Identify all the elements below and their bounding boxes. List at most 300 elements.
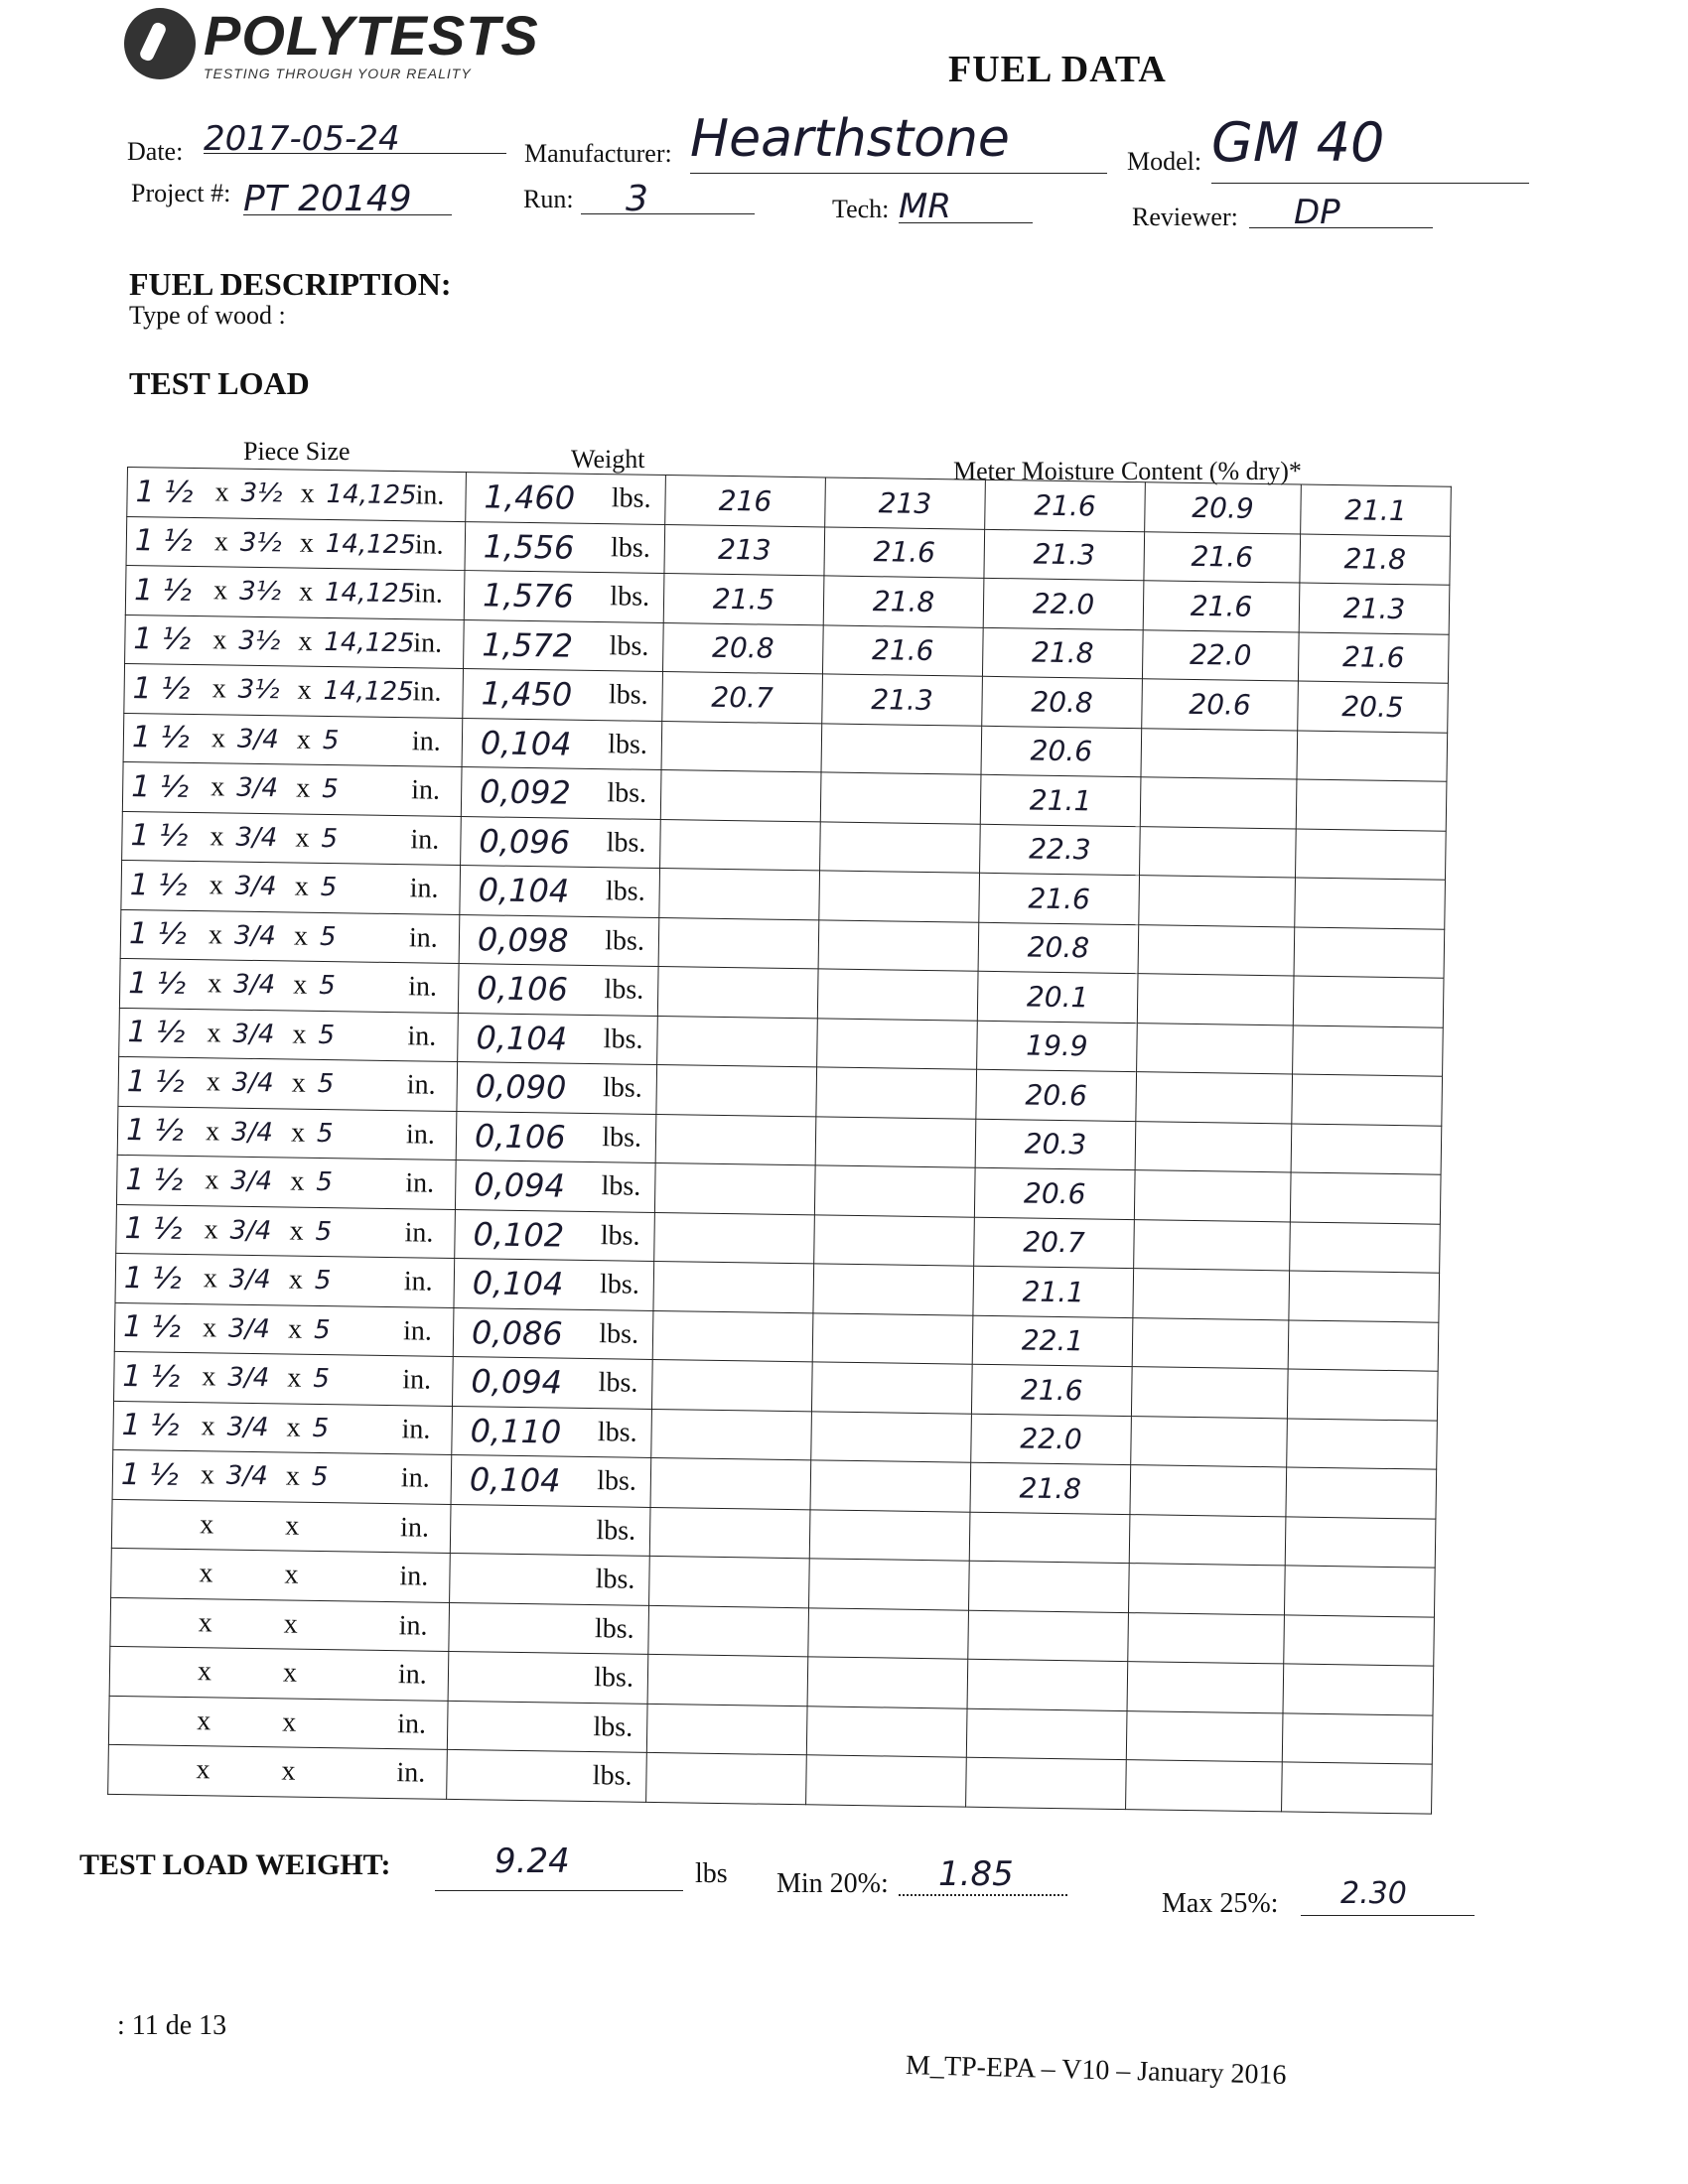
moisture-cell[interactable]	[1126, 1710, 1283, 1762]
moisture-cell[interactable]	[809, 1559, 970, 1610]
moisture-cell[interactable]	[651, 1359, 812, 1411]
moisture-cell[interactable]: 21.3	[984, 529, 1145, 581]
manufacturer-field[interactable]: Hearthstone	[690, 109, 1107, 174]
piece-width: 3/4	[231, 1067, 274, 1099]
piece-size-cell[interactable]	[125, 614, 465, 669]
piece-thickness: 1 ½	[122, 1358, 181, 1395]
lbs-unit: lbs.	[606, 826, 646, 859]
piece-size-cell[interactable]	[122, 761, 462, 816]
piece-thickness: 1 ½	[127, 1015, 186, 1051]
weight-cell[interactable]	[458, 964, 658, 1016]
moisture-cell[interactable]: 20.8	[662, 622, 823, 674]
lbs-unit: lbs.	[611, 482, 651, 515]
moisture-cell[interactable]: 20.6	[974, 1167, 1135, 1219]
weight-cell[interactable]	[466, 473, 666, 524]
piece-width	[222, 1721, 282, 1722]
weight-cell[interactable]	[455, 1160, 655, 1211]
weight-cell[interactable]	[465, 521, 665, 573]
project-label: Project #:	[131, 179, 231, 207]
moisture-cell[interactable]: 213	[664, 524, 825, 576]
piece-width: 3½	[240, 478, 283, 509]
moisture-cell[interactable]	[966, 1757, 1127, 1809]
moisture-cell[interactable]	[1127, 1662, 1284, 1713]
inch-unit: in.	[397, 1707, 427, 1740]
x-separator: x	[210, 771, 225, 803]
moisture-cell[interactable]	[809, 1509, 970, 1561]
piece-size-cell[interactable]	[123, 713, 463, 767]
inch-unit: in.	[399, 1511, 430, 1544]
moisture-cell[interactable]: 21.8	[1300, 534, 1451, 586]
moisture-cell[interactable]	[661, 721, 822, 772]
test-load-weight-field[interactable]: 9.24	[435, 1842, 683, 1891]
x-separator: x	[297, 674, 312, 707]
moisture-cell[interactable]	[1128, 1564, 1285, 1615]
inch-unit: in.	[404, 1216, 434, 1249]
moisture-cell[interactable]	[652, 1310, 813, 1362]
moisture-cell[interactable]	[648, 1605, 809, 1657]
moisture-cell[interactable]	[1126, 1760, 1283, 1812]
weight-cell[interactable]	[447, 1701, 647, 1752]
moisture-cell[interactable]	[1290, 1221, 1441, 1273]
moisture-cell[interactable]: 20.7	[974, 1217, 1135, 1269]
weight-cell[interactable]	[461, 816, 661, 868]
moisture-cell[interactable]	[1136, 1072, 1293, 1124]
piece-size-cell[interactable]	[122, 811, 462, 866]
piece-length: 14,125	[325, 528, 417, 561]
moisture-cell[interactable]: 213	[825, 478, 986, 529]
moisture-cell[interactable]	[1128, 1612, 1285, 1664]
moisture-cell[interactable]	[1140, 777, 1297, 829]
weight-cell[interactable]	[453, 1356, 653, 1408]
x-separator: x	[288, 1264, 304, 1296]
inch-unit: in.	[396, 1757, 426, 1789]
piece-size-cell[interactable]	[119, 1008, 459, 1062]
moisture-cell[interactable]	[811, 1411, 972, 1462]
moisture-cell[interactable]: 20.7	[662, 672, 823, 724]
weight-cell[interactable]	[457, 1062, 657, 1114]
moisture-cell[interactable]	[656, 1064, 817, 1116]
moisture-cell[interactable]	[1140, 826, 1297, 878]
weight-value: 0,104	[472, 1264, 564, 1303]
moisture-cell[interactable]: 21.8	[823, 576, 984, 627]
moisture-cell[interactable]	[1131, 1416, 1288, 1467]
moisture-cell[interactable]	[807, 1657, 968, 1708]
x-separator: x	[282, 1706, 297, 1738]
moisture-cell[interactable]: 20.6	[981, 726, 1142, 777]
x-separator: x	[202, 1361, 216, 1393]
moisture-cell[interactable]	[817, 1018, 978, 1069]
moisture-cell[interactable]: 21.1	[973, 1266, 1134, 1317]
piece-width: 3/4	[226, 1412, 269, 1442]
tech-label: Tech:	[832, 195, 890, 223]
x-separator: x	[295, 822, 310, 854]
weight-cell[interactable]	[455, 1209, 655, 1261]
tech-field[interactable]: MR	[899, 187, 1033, 223]
piece-width: 3½	[237, 674, 280, 706]
piece-thickness: 1 ½	[124, 1211, 183, 1248]
x-separator: x	[290, 1165, 305, 1197]
piece-width: 3/4	[229, 1215, 272, 1246]
lbs-unit: lbs.	[605, 924, 645, 957]
weight-value: 0,096	[479, 822, 571, 862]
piece-size-cell[interactable]	[113, 1401, 453, 1455]
moisture-cell[interactable]: 20.9	[1145, 482, 1302, 534]
moisture-cell[interactable]: 21.8	[982, 627, 1143, 679]
moisture-cell[interactable]	[654, 1162, 815, 1214]
moisture-cell[interactable]	[1131, 1367, 1288, 1419]
moisture-cell[interactable]: 21.8	[970, 1462, 1131, 1514]
run-field[interactable]: 3	[581, 179, 755, 214]
moisture-cell[interactable]	[1289, 1271, 1440, 1322]
moisture-cell[interactable]	[1290, 1172, 1441, 1224]
moisture-cell[interactable]	[820, 772, 981, 824]
moisture-cell[interactable]: 22.0	[1142, 629, 1299, 681]
moisture-cell[interactable]	[816, 1067, 977, 1119]
moisture-cell[interactable]	[1134, 1170, 1291, 1222]
x-separator: x	[200, 1459, 215, 1491]
moisture-cell[interactable]	[815, 1116, 976, 1167]
piece-size-cell[interactable]	[109, 1646, 449, 1701]
moisture-cell[interactable]	[654, 1212, 815, 1264]
x-separator: x	[292, 1019, 307, 1050]
moisture-cell[interactable]	[968, 1610, 1129, 1662]
moisture-cell[interactable]: 21.1	[980, 774, 1141, 826]
x-separator: x	[291, 1067, 307, 1099]
x-separator: x	[210, 821, 224, 853]
piece-size-cell[interactable]	[119, 958, 459, 1013]
weight-value: 0,106	[476, 969, 569, 1009]
moisture-cell[interactable]: 21.3	[822, 674, 983, 726]
moisture-cell[interactable]	[1132, 1317, 1289, 1369]
moisture-cell[interactable]: 22.1	[972, 1315, 1133, 1367]
x-separator: x	[296, 724, 312, 755]
moisture-cell[interactable]	[1288, 1319, 1439, 1371]
inch-unit: in.	[411, 726, 441, 757]
piece-width	[223, 1673, 283, 1674]
moisture-cell[interactable]	[646, 1752, 807, 1804]
weight-cell[interactable]	[453, 1307, 653, 1359]
moisture-cell[interactable]	[1135, 1121, 1292, 1172]
moisture-cell[interactable]: 20.5	[1298, 681, 1449, 733]
inch-unit: in.	[409, 873, 439, 904]
inch-unit: in.	[408, 922, 438, 954]
piece-length	[308, 1772, 397, 1773]
lbs-unit: lbs.	[593, 1710, 633, 1743]
moisture-cell[interactable]	[1139, 876, 1296, 927]
moisture-cell[interactable]	[660, 819, 821, 871]
piece-size-cell[interactable]	[114, 1351, 454, 1406]
moisture-cell[interactable]	[1130, 1465, 1287, 1517]
moisture-cell[interactable]	[655, 1114, 816, 1165]
weight-cell[interactable]	[451, 1454, 651, 1506]
moisture-cell[interactable]	[1282, 1762, 1433, 1814]
weight-value: 1,576	[482, 576, 574, 615]
piece-thickness: 1 ½	[123, 1260, 182, 1297]
logo-name: POLYTESTS	[204, 4, 539, 67]
piece-width: 3/4	[225, 1460, 268, 1492]
inch-unit: in.	[403, 1266, 433, 1297]
moisture-cell[interactable]	[967, 1659, 1128, 1710]
weight-cell[interactable]	[463, 669, 663, 721]
lbs-unit: lbs.	[599, 1317, 639, 1350]
weight-cell[interactable]	[461, 767, 661, 819]
moisture-cell[interactable]	[1295, 829, 1446, 881]
moisture-cell[interactable]: 19.9	[977, 1021, 1138, 1072]
piece-length: 5	[312, 1413, 330, 1443]
moisture-cell[interactable]	[1294, 926, 1445, 978]
piece-length	[311, 1527, 400, 1528]
moisture-cell[interactable]	[657, 966, 818, 1018]
weight-cell[interactable]	[448, 1651, 648, 1703]
moisture-cell[interactable]	[1138, 924, 1295, 976]
date-label: Date:	[127, 137, 184, 166]
moisture-cell[interactable]	[658, 917, 819, 969]
moisture-cell[interactable]	[1283, 1664, 1434, 1715]
weight-cell[interactable]	[454, 1258, 654, 1309]
moisture-cell[interactable]	[814, 1214, 975, 1266]
moisture-cell[interactable]	[1287, 1369, 1438, 1421]
weight-cell[interactable]	[459, 914, 659, 966]
moisture-cell[interactable]	[1133, 1269, 1290, 1320]
weight-cell[interactable]	[464, 619, 664, 671]
piece-length: 5	[322, 725, 340, 755]
moisture-cell[interactable]	[806, 1706, 967, 1757]
piece-size-cell[interactable]	[110, 1597, 450, 1652]
weight-cell[interactable]	[460, 866, 660, 917]
x-separator: x	[298, 576, 314, 609]
moisture-cell[interactable]	[649, 1556, 810, 1607]
piece-length: 14,125	[326, 479, 417, 511]
moisture-cell[interactable]	[811, 1362, 972, 1414]
moisture-cell[interactable]	[820, 821, 981, 873]
inch-unit: in.	[405, 1118, 436, 1151]
piece-length: 14,125	[324, 626, 415, 659]
moisture-cell[interactable]	[817, 969, 978, 1021]
moisture-header: Meter Moisture Content (% dry)*	[953, 457, 1302, 485]
reviewer-field[interactable]: DP	[1249, 193, 1433, 228]
moisture-cell[interactable]	[660, 770, 821, 822]
moisture-cell[interactable]	[969, 1512, 1130, 1564]
piece-size-cell[interactable]	[115, 1253, 455, 1307]
moisture-cell[interactable]	[651, 1409, 812, 1460]
moisture-cell[interactable]	[1295, 878, 1446, 929]
piece-length: 5	[321, 774, 339, 805]
x-separator: x	[211, 673, 226, 705]
moisture-cell[interactable]: 21.6	[985, 479, 1146, 531]
piece-size-cell[interactable]	[114, 1302, 454, 1357]
moisture-cell[interactable]	[969, 1561, 1130, 1612]
moisture-cell[interactable]: 216	[665, 476, 826, 527]
weight-value: 0,110	[470, 1411, 562, 1451]
x-separator: x	[206, 1066, 221, 1098]
moisture-cell[interactable]	[1137, 974, 1294, 1025]
piece-width: 3½	[238, 576, 282, 608]
piece-thickness: 1 ½	[129, 867, 188, 903]
moisture-cell[interactable]: 22.3	[980, 824, 1141, 876]
inch-unit: in.	[400, 1462, 430, 1494]
moisture-cell[interactable]	[1291, 1123, 1442, 1174]
moisture-cell[interactable]	[818, 919, 979, 971]
moisture-cell[interactable]	[1129, 1514, 1286, 1566]
moisture-cell[interactable]: 20.6	[1142, 679, 1299, 731]
moisture-cell[interactable]: 21.6	[824, 526, 985, 578]
moisture-cell[interactable]	[813, 1264, 974, 1315]
moisture-cell[interactable]: 21.6	[1298, 632, 1449, 684]
polytests-logo	[124, 4, 539, 81]
lbs-unit: lbs.	[610, 581, 650, 614]
x-separator: x	[290, 1117, 306, 1149]
piece-thickness: 1 ½	[132, 670, 191, 707]
piece-size-cell[interactable]	[116, 1204, 456, 1259]
x-separator: x	[202, 1311, 217, 1344]
moisture-cell[interactable]: 20.1	[977, 971, 1138, 1023]
logo-icon	[124, 8, 196, 79]
lbs-unit: lbs.	[607, 728, 648, 760]
moisture-cell[interactable]: 21.3	[1299, 583, 1450, 634]
piece-width: 3/4	[234, 871, 277, 902]
weight-value: 0,094	[471, 1362, 563, 1402]
weight-cell[interactable]	[462, 718, 662, 769]
moisture-cell[interactable]	[1134, 1219, 1291, 1271]
weight-cell[interactable]	[464, 571, 664, 622]
inch-unit: in.	[402, 1314, 433, 1347]
page-number: : 11 de 13	[117, 2010, 227, 2041]
moisture-cell[interactable]	[1284, 1614, 1435, 1666]
moisture-cell[interactable]	[814, 1165, 975, 1217]
x-separator: x	[294, 871, 309, 903]
moisture-cell[interactable]: 21.6	[971, 1364, 1132, 1416]
weight-cell[interactable]	[450, 1504, 650, 1556]
piece-size-cell[interactable]	[117, 1106, 457, 1160]
piece-width: 3/4	[235, 822, 278, 854]
moisture-cell[interactable]	[1287, 1418, 1438, 1469]
inch-unit: in.	[402, 1364, 432, 1396]
moisture-cell[interactable]	[1284, 1566, 1435, 1617]
weight-cell[interactable]	[458, 1013, 658, 1064]
moisture-cell[interactable]: 22.0	[971, 1414, 1132, 1465]
weight-cell[interactable]	[447, 1749, 647, 1801]
weight-cell[interactable]	[450, 1553, 650, 1604]
piece-size-cell[interactable]	[112, 1449, 452, 1504]
weight-cell[interactable]	[452, 1406, 652, 1457]
moisture-cell[interactable]: 21.1	[1301, 484, 1452, 536]
x-separator: x	[205, 1115, 220, 1148]
moisture-cell[interactable]	[647, 1654, 808, 1706]
moisture-cell[interactable]	[650, 1457, 811, 1509]
moisture-cell[interactable]: 21.5	[663, 574, 824, 625]
x-separator: x	[287, 1313, 303, 1345]
piece-width: 3/4	[227, 1362, 270, 1394]
project-field[interactable]: PT 20149	[243, 179, 452, 215]
moisture-cell[interactable]	[1137, 1023, 1294, 1074]
max-25-field[interactable]: 2.30	[1301, 1876, 1475, 1916]
piece-size-cell[interactable]	[108, 1744, 448, 1799]
moisture-cell[interactable]	[1292, 1074, 1443, 1126]
moisture-cell[interactable]: 20.8	[982, 676, 1143, 728]
moisture-cell[interactable]	[657, 1016, 818, 1067]
piece-size-cell[interactable]	[108, 1696, 448, 1750]
moisture-cell[interactable]: 20.3	[975, 1119, 1136, 1170]
piece-size-cell[interactable]	[111, 1548, 451, 1602]
moisture-cell[interactable]	[1285, 1516, 1436, 1568]
inch-unit: in.	[413, 578, 444, 610]
piece-size-cell[interactable]	[126, 516, 466, 571]
piece-length: 5	[318, 1020, 336, 1050]
moisture-cell[interactable]: 20.6	[976, 1069, 1137, 1121]
moisture-cell[interactable]	[810, 1460, 971, 1512]
x-separator: x	[199, 1508, 214, 1541]
piece-thickness	[110, 1671, 198, 1672]
moisture-cell[interactable]	[1296, 779, 1447, 831]
moisture-cell[interactable]	[819, 871, 980, 922]
moisture-cell[interactable]	[821, 723, 982, 774]
moisture-cell[interactable]	[646, 1704, 807, 1755]
lbs-unit: lbs.	[602, 1121, 642, 1154]
moisture-cell[interactable]	[812, 1312, 973, 1364]
piece-length: 5	[317, 1069, 335, 1100]
date-field[interactable]: 2017-05-24	[204, 119, 506, 154]
moisture-cell[interactable]	[1293, 976, 1444, 1027]
moisture-cell[interactable]: 22.0	[983, 578, 1144, 629]
x-separator: x	[299, 527, 315, 559]
x-separator: x	[204, 1213, 218, 1246]
piece-size-cell[interactable]	[124, 663, 464, 718]
moisture-cell[interactable]: 21.6	[822, 624, 983, 676]
piece-width: 3/4	[232, 1019, 275, 1050]
lbs-unit: lbs.	[599, 1269, 640, 1300]
piece-size-cell[interactable]	[111, 1499, 451, 1554]
x-separator: x	[293, 920, 309, 952]
moisture-cell[interactable]	[808, 1607, 969, 1659]
x-separator: x	[284, 1559, 299, 1590]
piece-length: 5	[313, 1314, 331, 1345]
moisture-cell[interactable]: 20.8	[978, 922, 1139, 974]
moisture-cell[interactable]	[653, 1261, 814, 1312]
piece-length: 5	[311, 1462, 329, 1493]
weight-cell[interactable]	[449, 1602, 649, 1654]
moisture-cell[interactable]	[1282, 1712, 1433, 1764]
piece-width: 3/4	[236, 724, 280, 755]
inch-unit: in.	[405, 1167, 435, 1199]
x-separator: x	[212, 575, 228, 607]
moisture-cell[interactable]: 21.6	[1143, 581, 1300, 632]
moisture-cell[interactable]	[966, 1708, 1127, 1760]
weight-value: 0,086	[471, 1312, 563, 1353]
moisture-cell[interactable]: 21.6	[1144, 531, 1301, 583]
piece-size-cell[interactable]	[121, 860, 461, 914]
moisture-cell[interactable]	[806, 1755, 967, 1807]
moisture-cell[interactable]	[1141, 728, 1298, 779]
x-separator: x	[295, 772, 311, 805]
moisture-cell[interactable]	[659, 869, 820, 920]
moisture-cell[interactable]	[1293, 1024, 1444, 1076]
piece-length: 14,125	[323, 676, 414, 708]
moisture-cell[interactable]	[649, 1507, 810, 1559]
model-field[interactable]: GM 40	[1211, 111, 1529, 184]
piece-size-cell[interactable]	[116, 1155, 456, 1209]
piece-width	[224, 1623, 284, 1624]
piece-size-cell[interactable]	[120, 909, 460, 964]
weight-cell[interactable]	[456, 1111, 656, 1162]
moisture-cell[interactable]	[1286, 1467, 1437, 1519]
moisture-cell[interactable]: 21.6	[979, 873, 1140, 924]
piece-size-cell[interactable]	[125, 565, 465, 619]
piece-size-cell[interactable]	[118, 1056, 458, 1111]
weight-value: 0,102	[473, 1215, 565, 1255]
moisture-cell[interactable]	[1297, 731, 1448, 782]
min-20-field[interactable]: 1.85	[899, 1854, 1067, 1896]
piece-size-cell[interactable]	[127, 468, 467, 522]
